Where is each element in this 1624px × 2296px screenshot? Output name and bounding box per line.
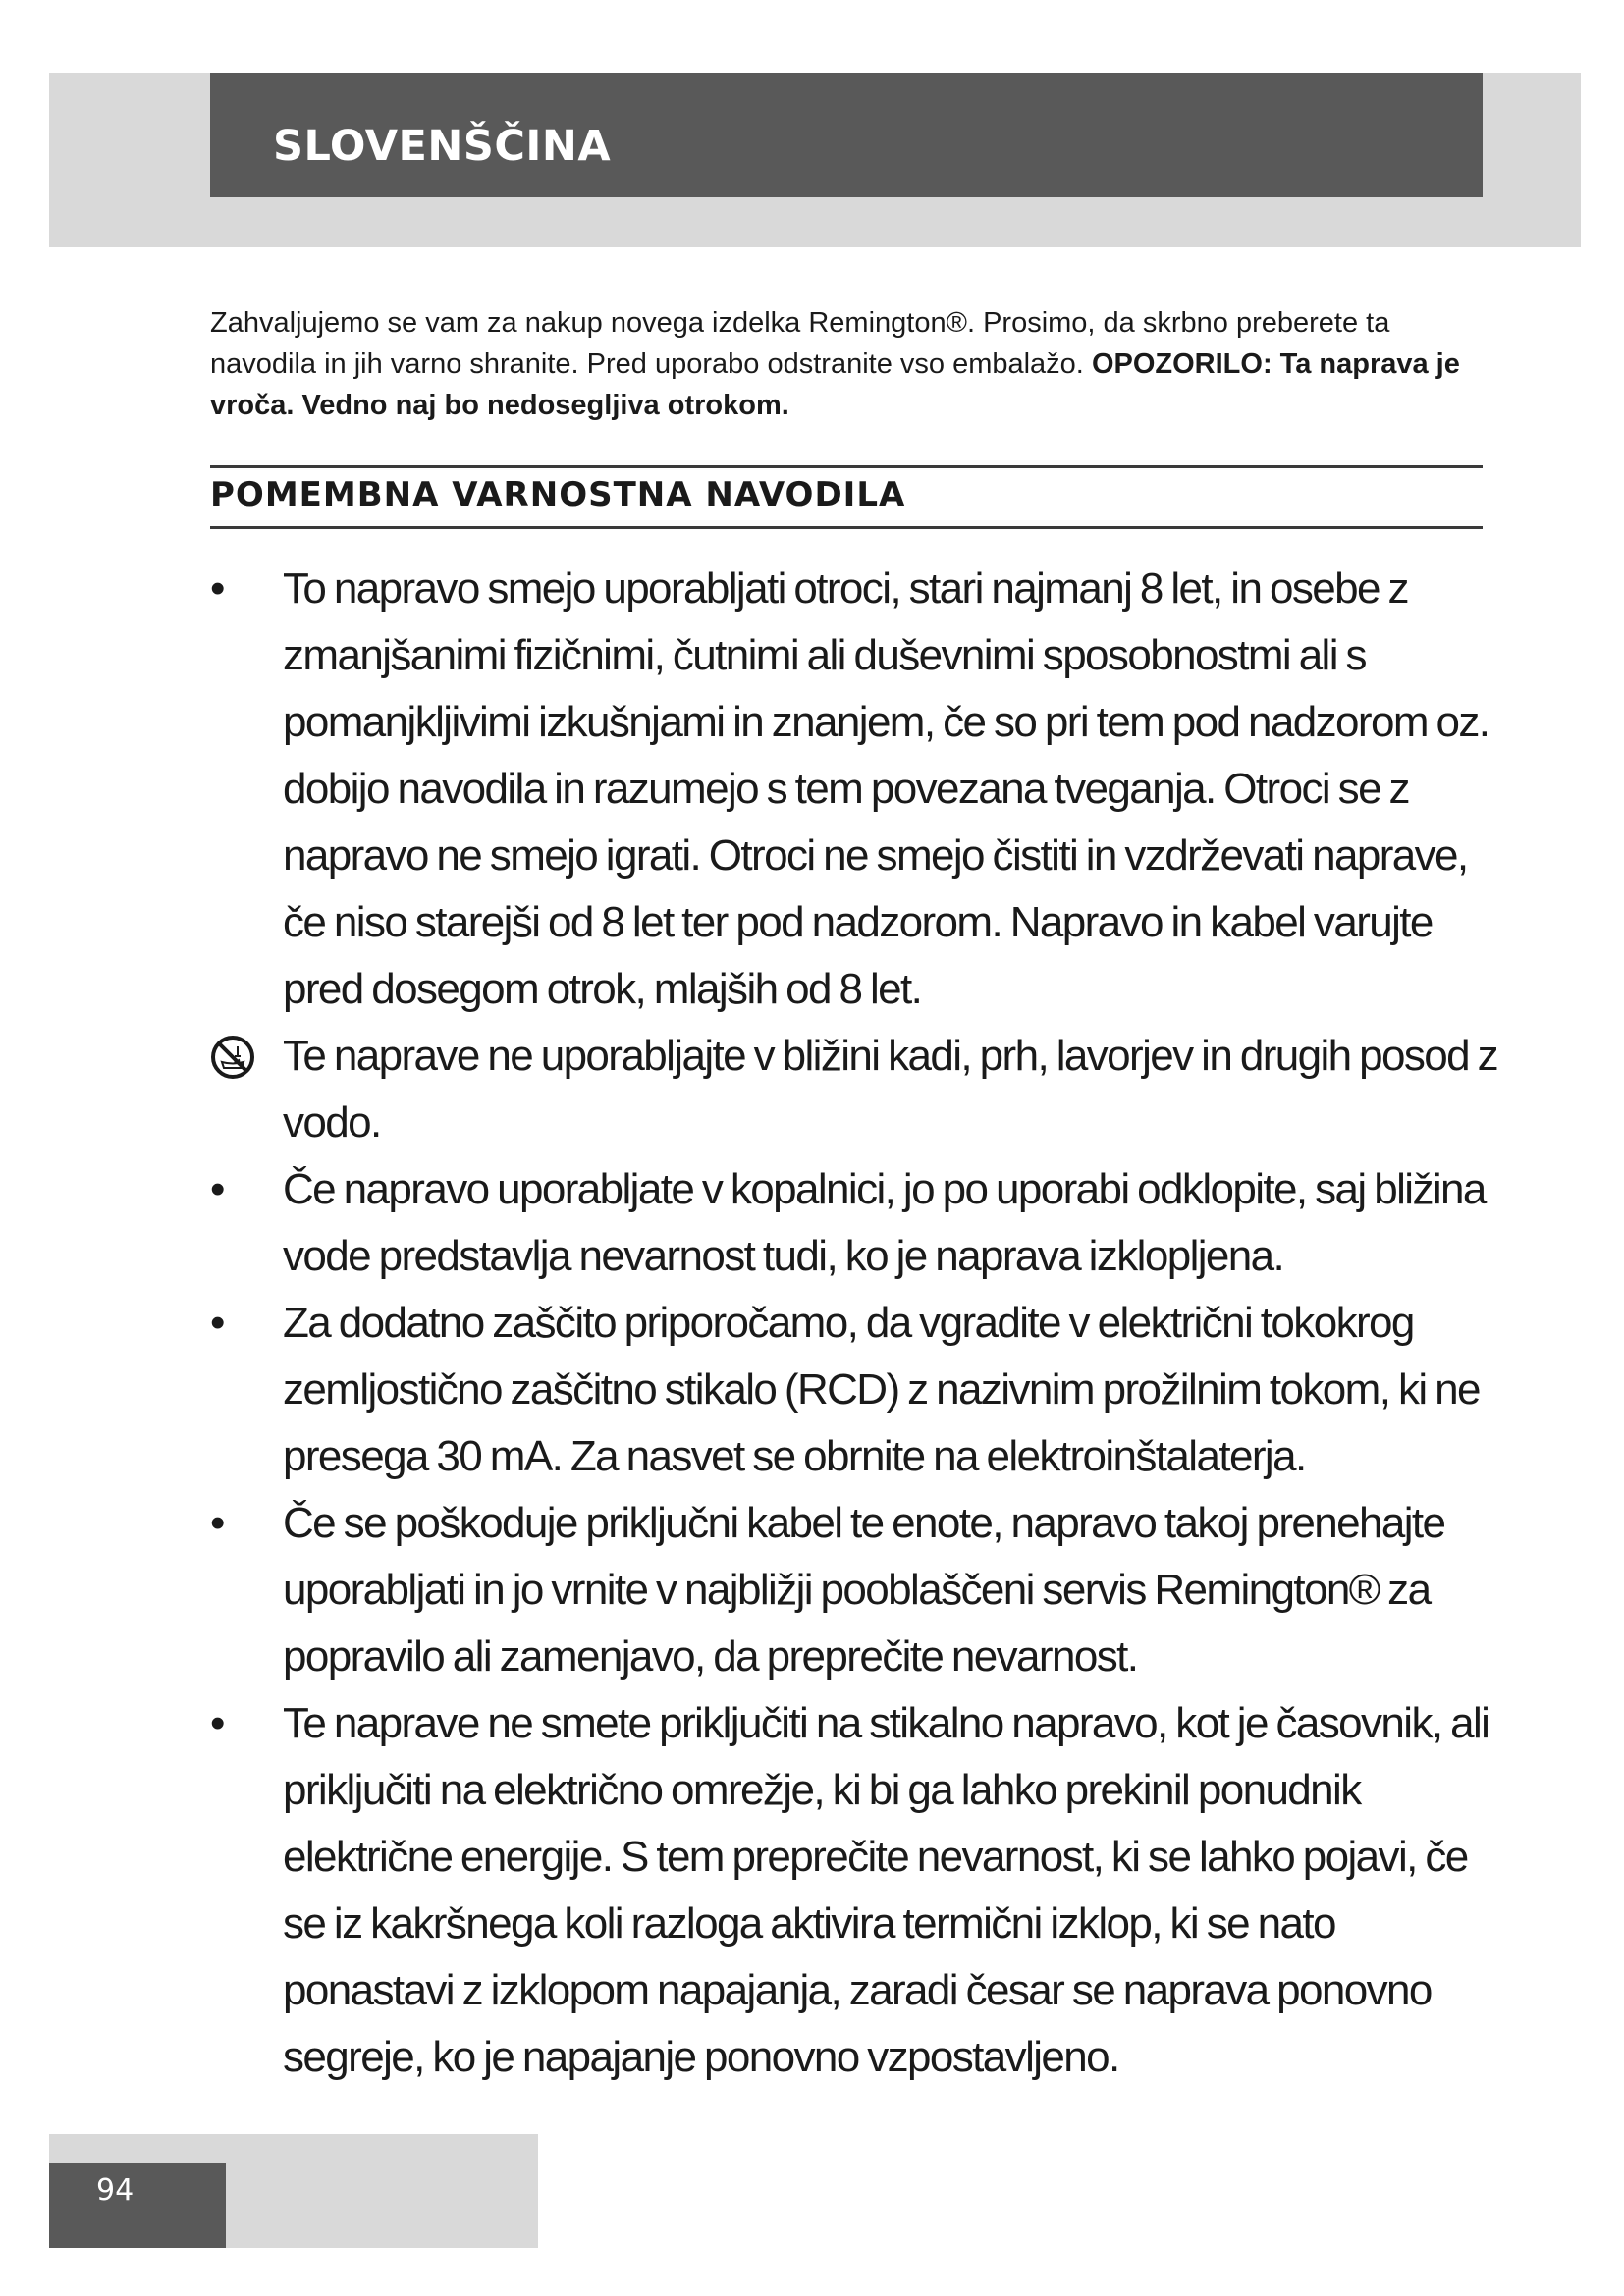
bullet-marker: • [210,1499,226,1547]
footer-bar [49,2163,226,2248]
list-item-text: Te naprave ne uporabljajte v bližini kadi, prh, lavorjev in drugih posod z vodo. [283,1032,1498,1147]
page-number: 94 [96,2173,135,2208]
list-item-text: Te naprave ne smete priključiti na stikalno napravo, kot je časovnik, ali priključiti na električno omrežje, ki bi ga lahko prekinil ponudnik električne energije. S tem preprečite nevarnost, ki se lahko pojavi, če se iz kakršnega koli razloga aktivira termični izklop, ki se nato ponastavi z izklopom napajanja, zaradi česar se naprava ponovno segreje, ko je napajanje ponovno vzpostavljeno. [283,1699,1489,2081]
list-item-text: To napravo smejo uporabljati otroci, stari najmanj 8 let, in osebe z zmanjšanimi fizičnimi, čutnimi ali duševnimi sposobnostmi ali s pomanjkljivimi izkušnjami in znanjem, če so pri tem pod nadzorom oz. dobijo navodila in razumejo s tem povezana tveganja. Otroci se z napravo ne smejo igrati. Otroci ne smejo čistiti in vzdrževati naprave, če niso starejši od 8 let ter pod nadzorom. Napravo in kabel varujte pred dosegom otrok, mlajših od 8 let. [283,564,1489,1013]
section-rule-bottom [210,526,1483,529]
safety-instructions-list [210,556,1506,2091]
bullet-marker: • [210,1699,226,1747]
list-item-text: Za dodatno zaščito priporočamo, da vgradite v električni tokokrog zemljostično zaščitno stikalo (RCD) z nazivnim prožilnim tokom, ki ne presega 30 mA. Za nasvet se obrnite na elektroinštalaterja. [283,1299,1480,1480]
list-item [210,1490,1506,1690]
section-rule-top [210,465,1483,468]
list-item [210,556,1506,1023]
list-item [210,1156,1506,1290]
bullet-marker: • [210,1299,226,1347]
list-item-text: Če se poškoduje priključni kabel te enote, napravo takoj prenehajte uporabljati in jo vrnite v najbližji pooblaščeni servis Remington® za popravilo ali zamenjavo, da preprečite nevarnost. [283,1499,1445,1681]
no-bath-water-icon [210,1035,255,1080]
language-title: SLOVENŠČINA [273,122,612,171]
list-item-text: Če napravo uporabljate v kopalnici, jo po uporabi odklopite, saj bližina vode predstavlja nevarnost tudi, ko je naprava izklopljena. [283,1165,1486,1280]
intro-paragraph [210,302,1487,426]
list-item [210,1290,1506,1490]
intro-warning: OPOZORILO: Ta naprava je vroča. Vedno naj bo nedosegljiva otrokom. [210,348,1460,421]
bullet-marker: • [210,564,226,613]
intro-text: Zahvaljujemo se vam za nakup novega izdelka Remington®. Prosimo, da skrbno preberete ta navodila in jih varno shranite. Pred uporabo odstranite vso embalažo. [210,307,1390,380]
section-title: POMEMBNA VARNOSTNA NAVODILA [210,475,906,514]
bullet-marker: • [210,1165,226,1213]
list-item-warning [210,1023,1506,1156]
list-item [210,1690,1506,2091]
